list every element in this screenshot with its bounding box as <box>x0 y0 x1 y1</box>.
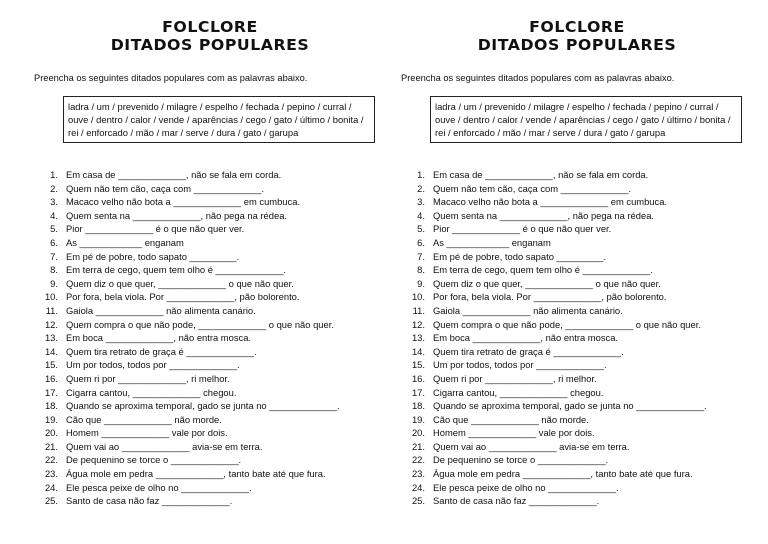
list-item <box>405 250 757 264</box>
list-item <box>38 345 390 359</box>
item-number: 8. <box>50 264 58 276</box>
item-text: Um por todos, todos por _____________. <box>433 359 607 371</box>
list-item <box>38 440 390 454</box>
item-number: 11. <box>45 304 58 316</box>
item-number: 12. <box>411 318 425 330</box>
item-text: Cão que _____________ não morde. <box>433 413 589 425</box>
item-text: Em pé de pobre, todo sapato _________. <box>433 250 607 262</box>
instruction-text: Preencha os seguintes ditados populares com as palavras abaixo. <box>34 73 308 83</box>
list-item <box>38 195 390 209</box>
item-text: Quem diz o que quer, _____________ o que não quer. <box>433 277 661 289</box>
item-number: 22. <box>411 454 425 466</box>
list-item <box>405 358 757 372</box>
title-line-1: FOLCLORE <box>529 18 625 36</box>
proverb-list <box>405 168 757 508</box>
item-number: 17. <box>44 386 58 398</box>
list-item <box>38 413 390 427</box>
list-item <box>38 182 390 196</box>
item-text: Macaco velho não bota a _____________ em cumbuca. <box>433 196 668 208</box>
list-item <box>405 345 757 359</box>
item-number: 7. <box>417 250 425 262</box>
word-bank-box: ladra / um / prevenido / milagre / espelho / fechada / pepino / curral / ouve / dentro / calor / vende / aparências / cego / gato / último / bonita / rei / enforcado / mão / mar / serve / dura / gato / garupa <box>430 96 742 143</box>
list-item <box>38 168 390 182</box>
list-item <box>405 440 757 454</box>
item-text: Em boca _____________, não entra mosca. <box>433 332 619 344</box>
item-text: Quem compra o que não pode, _____________ o que não quer. <box>433 318 701 330</box>
item-number: 19. <box>411 413 425 425</box>
list-item <box>405 290 757 304</box>
worksheet-copy-left <box>30 0 390 544</box>
item-text: Um por todos, todos por _____________. <box>66 359 240 371</box>
list-item <box>405 222 757 236</box>
item-number: 15. <box>411 359 425 371</box>
item-text: Quem tira retrato de graça é _____________. <box>433 345 624 357</box>
item-number: 16. <box>411 372 425 384</box>
item-text: Em pé de pobre, todo sapato _________. <box>66 250 240 262</box>
list-item <box>38 263 390 277</box>
item-number: 19. <box>44 413 58 425</box>
item-number: 2. <box>50 182 58 194</box>
item-number: 10. <box>411 291 425 303</box>
list-item <box>405 331 757 345</box>
item-number: 11. <box>412 304 425 316</box>
list-item <box>38 358 390 372</box>
item-text: Santo de casa não faz _____________. <box>433 495 600 507</box>
list-item <box>405 453 757 467</box>
list-item <box>405 481 757 495</box>
worksheet-copy-right <box>397 0 757 544</box>
worksheet-title <box>30 18 390 54</box>
list-item <box>38 318 390 332</box>
list-item <box>405 318 757 332</box>
item-text: Quem compra o que não pode, _____________ o que não quer. <box>66 318 334 330</box>
item-number: 16. <box>44 372 58 384</box>
item-text: Gaiola _____________ não alimenta canário. <box>66 304 256 316</box>
item-text: Quem diz o que quer, _____________ o que não quer. <box>66 277 294 289</box>
item-text: Cigarra cantou, _____________ chegou. <box>66 386 237 398</box>
item-number: 25. <box>44 495 58 507</box>
instruction-text: Preencha os seguintes ditados populares com as palavras abaixo. <box>401 73 675 83</box>
item-text: Por fora, bela viola. Por _____________, pão bolorento. <box>66 291 300 303</box>
list-item <box>38 481 390 495</box>
list-item <box>38 494 390 508</box>
item-text: Homem _____________ vale por dois. <box>66 427 228 439</box>
item-number: 4. <box>417 209 425 221</box>
item-text: As ____________ enganam <box>433 236 551 248</box>
item-text: Ele pesca peixe de olho no _____________. <box>66 481 252 493</box>
item-text: Quem senta na _____________, não pega na rédea. <box>66 209 288 221</box>
item-number: 17. <box>411 386 425 398</box>
item-text: Em terra de cego, quem tem olho é _____________. <box>66 264 286 276</box>
list-item <box>405 426 757 440</box>
item-text: Quem senta na _____________, não pega na rédea. <box>433 209 655 221</box>
word-bank-box: ladra / um / prevenido / milagre / espelho / fechada / pepino / curral / ouve / dentro / calor / vende / aparências / cego / gato / último / bonita / rei / enforcado / mão / mar / serve / dura / gato / garupa <box>63 96 375 143</box>
item-text: Quando se aproxima temporal, gado se junta no _____________. <box>433 400 707 412</box>
list-item <box>405 168 757 182</box>
item-number: 6. <box>50 236 58 248</box>
list-item <box>405 277 757 291</box>
item-number: 23. <box>44 468 58 480</box>
item-text: Macaco velho não bota a _____________ em cumbuca. <box>66 196 301 208</box>
item-text: Em casa de _____________, não se fala em corda. <box>66 169 282 180</box>
item-number: 3. <box>50 196 58 208</box>
list-item <box>38 209 390 223</box>
item-number: 14. <box>44 345 58 357</box>
item-number: 23. <box>411 468 425 480</box>
item-number: 24. <box>44 481 58 493</box>
list-item <box>38 222 390 236</box>
item-text: Pior _____________ é o que não quer ver. <box>433 223 612 235</box>
item-text: Quem tira retrato de graça é _____________. <box>66 345 257 357</box>
item-number: 13. <box>411 332 425 344</box>
item-text: Cigarra cantou, _____________ chegou. <box>433 386 604 398</box>
item-text: Em casa de _____________, não se fala em corda. <box>433 169 649 180</box>
list-item <box>38 236 390 250</box>
item-text: Pior _____________ é o que não quer ver. <box>66 223 245 235</box>
list-item <box>405 195 757 209</box>
item-number: 21. <box>44 440 58 452</box>
list-item <box>405 399 757 413</box>
item-text: Quando se aproxima temporal, gado se junta no _____________. <box>66 400 340 412</box>
item-text: Gaiola _____________ não alimenta canário. <box>433 304 623 316</box>
item-text: Ele pesca peixe de olho no _____________. <box>433 481 619 493</box>
item-text: Água mole em pedra _____________, tanto bate até que fura. <box>433 468 693 480</box>
item-text: Por fora, bela viola. Por _____________, pão bolorento. <box>433 291 667 303</box>
item-text: De pequenino se torce o _____________. <box>66 454 242 466</box>
item-text: Quem ri por _____________, ri melhor. <box>433 372 597 384</box>
list-item <box>405 467 757 481</box>
item-number: 15. <box>44 359 58 371</box>
list-item <box>405 372 757 386</box>
proverb-list <box>38 168 390 508</box>
item-text: Quem vai ao _____________ avia-se em terra. <box>433 440 630 452</box>
list-item <box>38 331 390 345</box>
item-number: 20. <box>44 427 58 439</box>
item-text: Água mole em pedra _____________, tanto bate até que fura. <box>66 468 326 480</box>
list-item <box>38 386 390 400</box>
list-item <box>38 453 390 467</box>
item-text: As ____________ enganam <box>66 236 184 248</box>
list-item <box>405 236 757 250</box>
item-number: 8. <box>417 264 425 276</box>
item-text: Santo de casa não faz _____________. <box>66 495 233 507</box>
item-number: 21. <box>411 440 425 452</box>
title-line-2: DITADOS POPULARES <box>477 36 677 54</box>
item-text: Quem não tem cão, caça com _____________. <box>66 182 265 194</box>
list-item <box>38 426 390 440</box>
list-item <box>405 304 757 318</box>
item-number: 7. <box>50 250 58 262</box>
item-number: 13. <box>44 332 58 344</box>
list-item <box>405 263 757 277</box>
item-number: 22. <box>44 454 58 466</box>
item-text: Quem ri por _____________, ri melhor. <box>66 372 230 384</box>
list-item <box>405 386 757 400</box>
item-number: 18. <box>44 400 58 412</box>
item-text: Em boca _____________, não entra mosca. <box>66 332 252 344</box>
list-item <box>38 277 390 291</box>
item-number: 5. <box>417 223 425 235</box>
list-item <box>38 372 390 386</box>
list-item <box>405 413 757 427</box>
item-text: Quem vai ao _____________ avia-se em terra. <box>66 440 263 452</box>
list-item <box>38 250 390 264</box>
item-number: 24. <box>411 481 425 493</box>
item-number: 4. <box>50 209 58 221</box>
item-number: 25. <box>411 495 425 507</box>
item-text: Em terra de cego, quem tem olho é _____________. <box>433 264 653 276</box>
list-item <box>38 290 390 304</box>
list-item <box>38 399 390 413</box>
item-number: 10. <box>44 291 58 303</box>
item-number: 9. <box>50 277 58 289</box>
item-number: 6. <box>417 236 425 248</box>
list-item <box>405 494 757 508</box>
item-number: 5. <box>50 223 58 235</box>
item-text: Cão que _____________ não morde. <box>66 413 222 425</box>
item-number: 18. <box>411 400 425 412</box>
list-item <box>38 304 390 318</box>
item-number: 1. <box>50 169 58 180</box>
worksheet-title <box>397 18 757 54</box>
item-text: De pequenino se torce o _____________. <box>433 454 609 466</box>
item-number: 3. <box>417 196 425 208</box>
title-line-2: DITADOS POPULARES <box>110 36 310 54</box>
item-number: 12. <box>44 318 58 330</box>
item-number: 1. <box>417 169 425 180</box>
item-text: Quem não tem cão, caça com _____________. <box>433 182 632 194</box>
list-item <box>405 182 757 196</box>
title-line-1: FOLCLORE <box>162 18 258 36</box>
item-number: 2. <box>417 182 425 194</box>
item-text: Homem _____________ vale por dois. <box>433 427 595 439</box>
item-number: 14. <box>411 345 425 357</box>
item-number: 20. <box>411 427 425 439</box>
item-number: 9. <box>417 277 425 289</box>
list-item <box>405 209 757 223</box>
list-item <box>38 467 390 481</box>
